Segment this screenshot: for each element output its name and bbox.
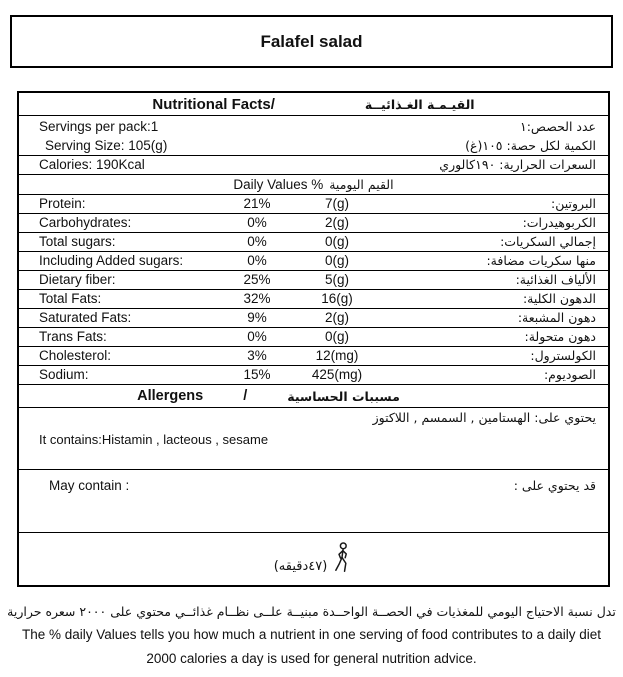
nutrient-amount: 12(mg) <box>315 348 359 363</box>
nutrient-name-ar: دهون المشبعة: <box>517 310 596 325</box>
table-header-row <box>19 93 608 116</box>
nutrient-row <box>19 290 608 309</box>
nutrient-percent: 0% <box>247 329 267 344</box>
table-header-en: Nutritional Facts/ <box>152 95 275 113</box>
product-title: Falafel salad <box>260 31 363 51</box>
nutrient-amount: 2(g) <box>324 310 349 325</box>
footer-line-en-1: The % daily Values tells you how much a nutrient in one serving of food contributes to a daily diet <box>21 627 602 642</box>
daily-values-ar: القيم اليومية <box>329 177 394 192</box>
nutrient-name-en: Protein: <box>39 196 86 211</box>
nutrient-amount: 0(g) <box>324 253 349 268</box>
footer-disclaimer <box>0 601 623 671</box>
nutrient-name-ar: إجمالي السكريات: <box>500 234 596 249</box>
nutrient-percent: 21% <box>243 196 271 211</box>
servings-per-pack-en: Servings per pack:1 <box>39 119 159 134</box>
walk-duration-label: (٤٧دقيقه) <box>273 558 328 574</box>
contains-list-ar: يحتوي على: الهستامين , السمسم , اللاكتوز <box>372 410 596 425</box>
footer-line-en-2: 2000 calories a day is used for general nutrition advice. <box>146 651 477 666</box>
nutrient-name-en: Saturated Fats: <box>39 310 132 325</box>
allergens-header-en: Allergens <box>137 388 204 404</box>
nutrient-percent: 25% <box>243 272 271 287</box>
nutrient-row <box>19 214 608 233</box>
servings-line <box>39 117 596 136</box>
nutrient-percent: 0% <box>247 253 267 268</box>
allergens-header-row <box>19 385 608 408</box>
nutrient-row <box>19 271 608 290</box>
product-title-box <box>10 15 613 68</box>
allergens-separator: / <box>243 388 248 404</box>
nutrient-amount: 2(g) <box>324 215 349 230</box>
nutrient-name-en: Including Added sugars: <box>39 253 184 268</box>
nutrient-name-ar: البروتين: <box>551 196 596 211</box>
nutrient-name-ar: الكربوهيدرات: <box>522 215 596 230</box>
nutrient-row <box>19 309 608 328</box>
nutrient-row <box>19 233 608 252</box>
nutrient-percent: 0% <box>247 234 267 249</box>
nutrient-name-ar: منها سكريات مضافة: <box>486 253 596 268</box>
calories-row <box>19 156 608 175</box>
table-header-ar: القيـمـة الغـذائيــة <box>364 96 475 112</box>
daily-values-header-row <box>19 175 608 195</box>
serving-size-line <box>39 136 596 155</box>
nutrient-row <box>19 347 608 366</box>
nutrient-row <box>19 252 608 271</box>
nutrient-name-en: Trans Fats: <box>39 329 107 344</box>
nutrient-percent: 15% <box>243 367 271 382</box>
nutrient-amount: 0(g) <box>324 234 349 249</box>
nutrient-amount: 5(g) <box>324 272 349 287</box>
servings-cell <box>19 116 608 156</box>
nutrient-amount: 16(g) <box>321 291 353 306</box>
calories-ar: السعرات الحرارية: ١٩٠كالوري <box>439 157 596 172</box>
nutrient-row <box>19 195 608 214</box>
nutrient-name-ar: دهون متحولة: <box>524 329 596 344</box>
nutrient-percent: 32% <box>243 291 271 306</box>
nutrient-name-ar: الكولسترول: <box>530 348 596 363</box>
nutrition-facts-table <box>17 91 610 587</box>
nutrient-name-ar: الألياف الغذائية: <box>515 272 596 287</box>
nutrient-amount: 7(g) <box>324 196 349 211</box>
nutrient-percent: 3% <box>247 348 267 363</box>
daily-values-en: Daily Values % <box>233 177 324 192</box>
calories-en: Calories: 190Kcal <box>39 157 145 172</box>
servings-per-pack-ar: عدد الحصص:١ <box>520 119 596 134</box>
serving-size-en: Serving Size: 105(g) <box>45 138 168 153</box>
footer-line-ar: تدل نسبة الاحتياج اليومي للمغذيات في الحصــة الواحــدة مبنيــة علــى نظــام غذائــي محتوي على ٢٠٠٠ سعره حرارية <box>7 604 616 619</box>
may-contain-en: May contain : <box>49 478 130 493</box>
walking-person-icon <box>331 542 353 576</box>
nutrient-percent: 9% <box>247 310 267 325</box>
nutrient-amount: 0(g) <box>324 329 349 344</box>
may-contain-cell <box>19 470 608 533</box>
nutrient-amount: 425(mg) <box>311 367 363 382</box>
nutrient-name-en: Total Fats: <box>39 291 102 306</box>
allergens-header-group <box>137 388 400 404</box>
nutrient-name-ar: الدهون الكلية: <box>522 291 596 306</box>
serving-size-ar: الكمية لكل حصة: ١٠٥(غ) <box>465 138 596 153</box>
nutrient-percent: 0% <box>247 215 267 230</box>
nutrient-name-en: Sodium: <box>39 367 89 382</box>
nutrient-row <box>19 328 608 347</box>
nutrient-name-en: Carbohydrates: <box>39 215 132 230</box>
nutrient-name-en: Dietary fiber: <box>39 272 116 287</box>
nutrient-name-en: Total sugars: <box>39 234 116 249</box>
nutrient-row <box>19 366 608 385</box>
allergens-header-ar: مسببات الحساسية <box>287 388 400 404</box>
nutrient-name-ar: الصوديوم: <box>543 367 596 382</box>
allergen-contains-cell <box>19 408 608 470</box>
may-contain-ar: قد يحتوي على : <box>513 478 596 493</box>
activity-cell <box>19 533 608 585</box>
contains-list-en: It contains:Histamin , lacteous , sesame <box>39 432 269 447</box>
nutrient-name-en: Cholesterol: <box>39 348 112 363</box>
